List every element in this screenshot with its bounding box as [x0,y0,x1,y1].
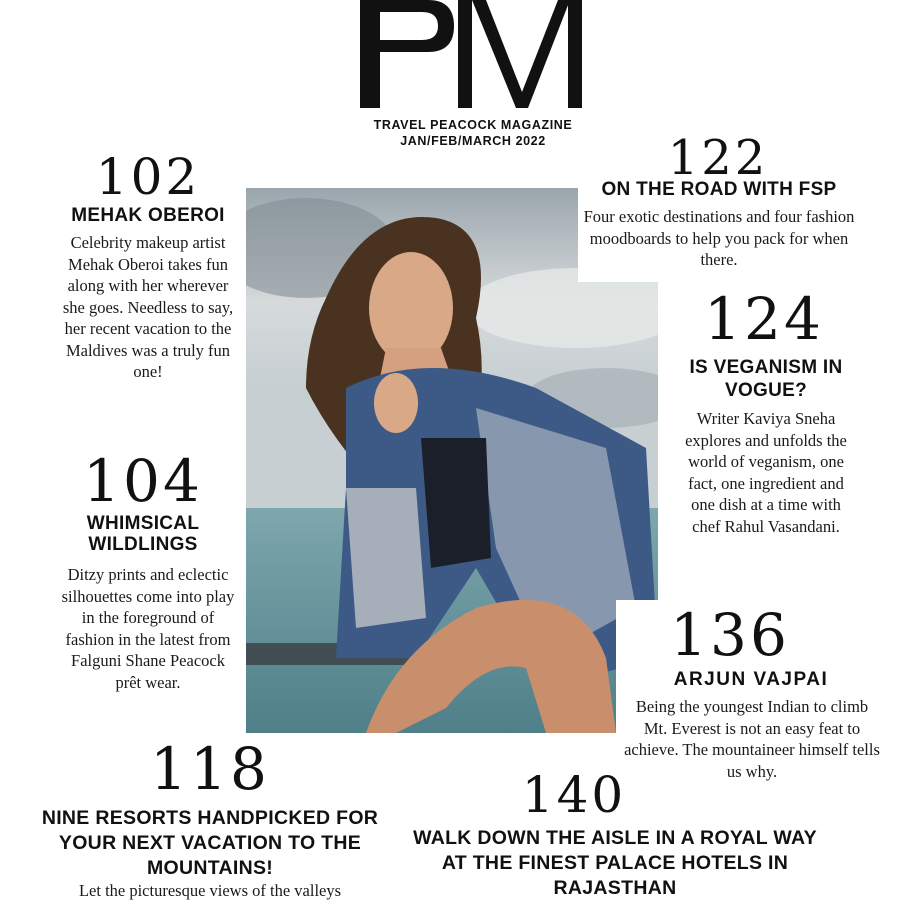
story-summary-124: Writer Kaviya Sneha explores and unfolds the world of veganism, one fact, one ingredient and one dish at a time with chef Rahul Vasandani. [685,409,847,536]
page-number-102: 102 [95,148,201,206]
story-headline-104: WHIMSICAL WILDLINGS [86,513,200,555]
page-number-118: 118 [150,735,270,803]
story-summary-136: Being the youngest Indian to climb Mt. Everest is not an easy feat to achieve. The mountaineer himself tells us why. [624,697,880,781]
story-headline-102: MEHAK OBEROI [71,205,225,226]
story-summary-104: Ditzy prints and eclectic silhouettes come into play in the foreground of fashion in the latest from Falguni Shane Peacock prêt wear. [61,565,235,692]
issue-date: JAN/FEB/MARCH 2022 [400,134,546,148]
magazine-logo [358,0,584,112]
story-headline-136: ARJUN VAJPAI [673,669,829,690]
page-number-124: 124 [704,285,824,353]
story-headline-140: WALK DOWN THE AISLE IN A ROYAL WAY AT THE FINEST PALACE HOTELS IN RAJASTHAN [413,827,817,899]
page-number-122: 122 [667,130,769,186]
page-number-104: 104 [83,447,203,515]
story-headline-124: IS VEGANISM IN VOGUE? [689,357,843,401]
page-number-140: 140 [521,766,627,824]
story-headline-122: ON THE ROAD WITH FSP [601,179,837,200]
story-summary-102: Celebrity makeup artist Mehak Oberoi takes fun along with her wherever she goes. Needless to say, her recent vacation to the Maldives was a truly fun one! [62,233,234,381]
magazine-title: TRAVEL PEACOCK MAGAZINE [373,118,573,132]
page-number-136: 136 [670,601,790,669]
story-headline-118: NINE RESORTS HANDPICKED FOR YOUR NEXT VACATION TO THE MOUNTAINS! [41,807,379,879]
story-summary-118: Let the picturesque views of the valleys [78,881,342,900]
story-summary-122: Four exotic destinations and four fashion moodboards to help you pack for when there. [583,207,855,269]
